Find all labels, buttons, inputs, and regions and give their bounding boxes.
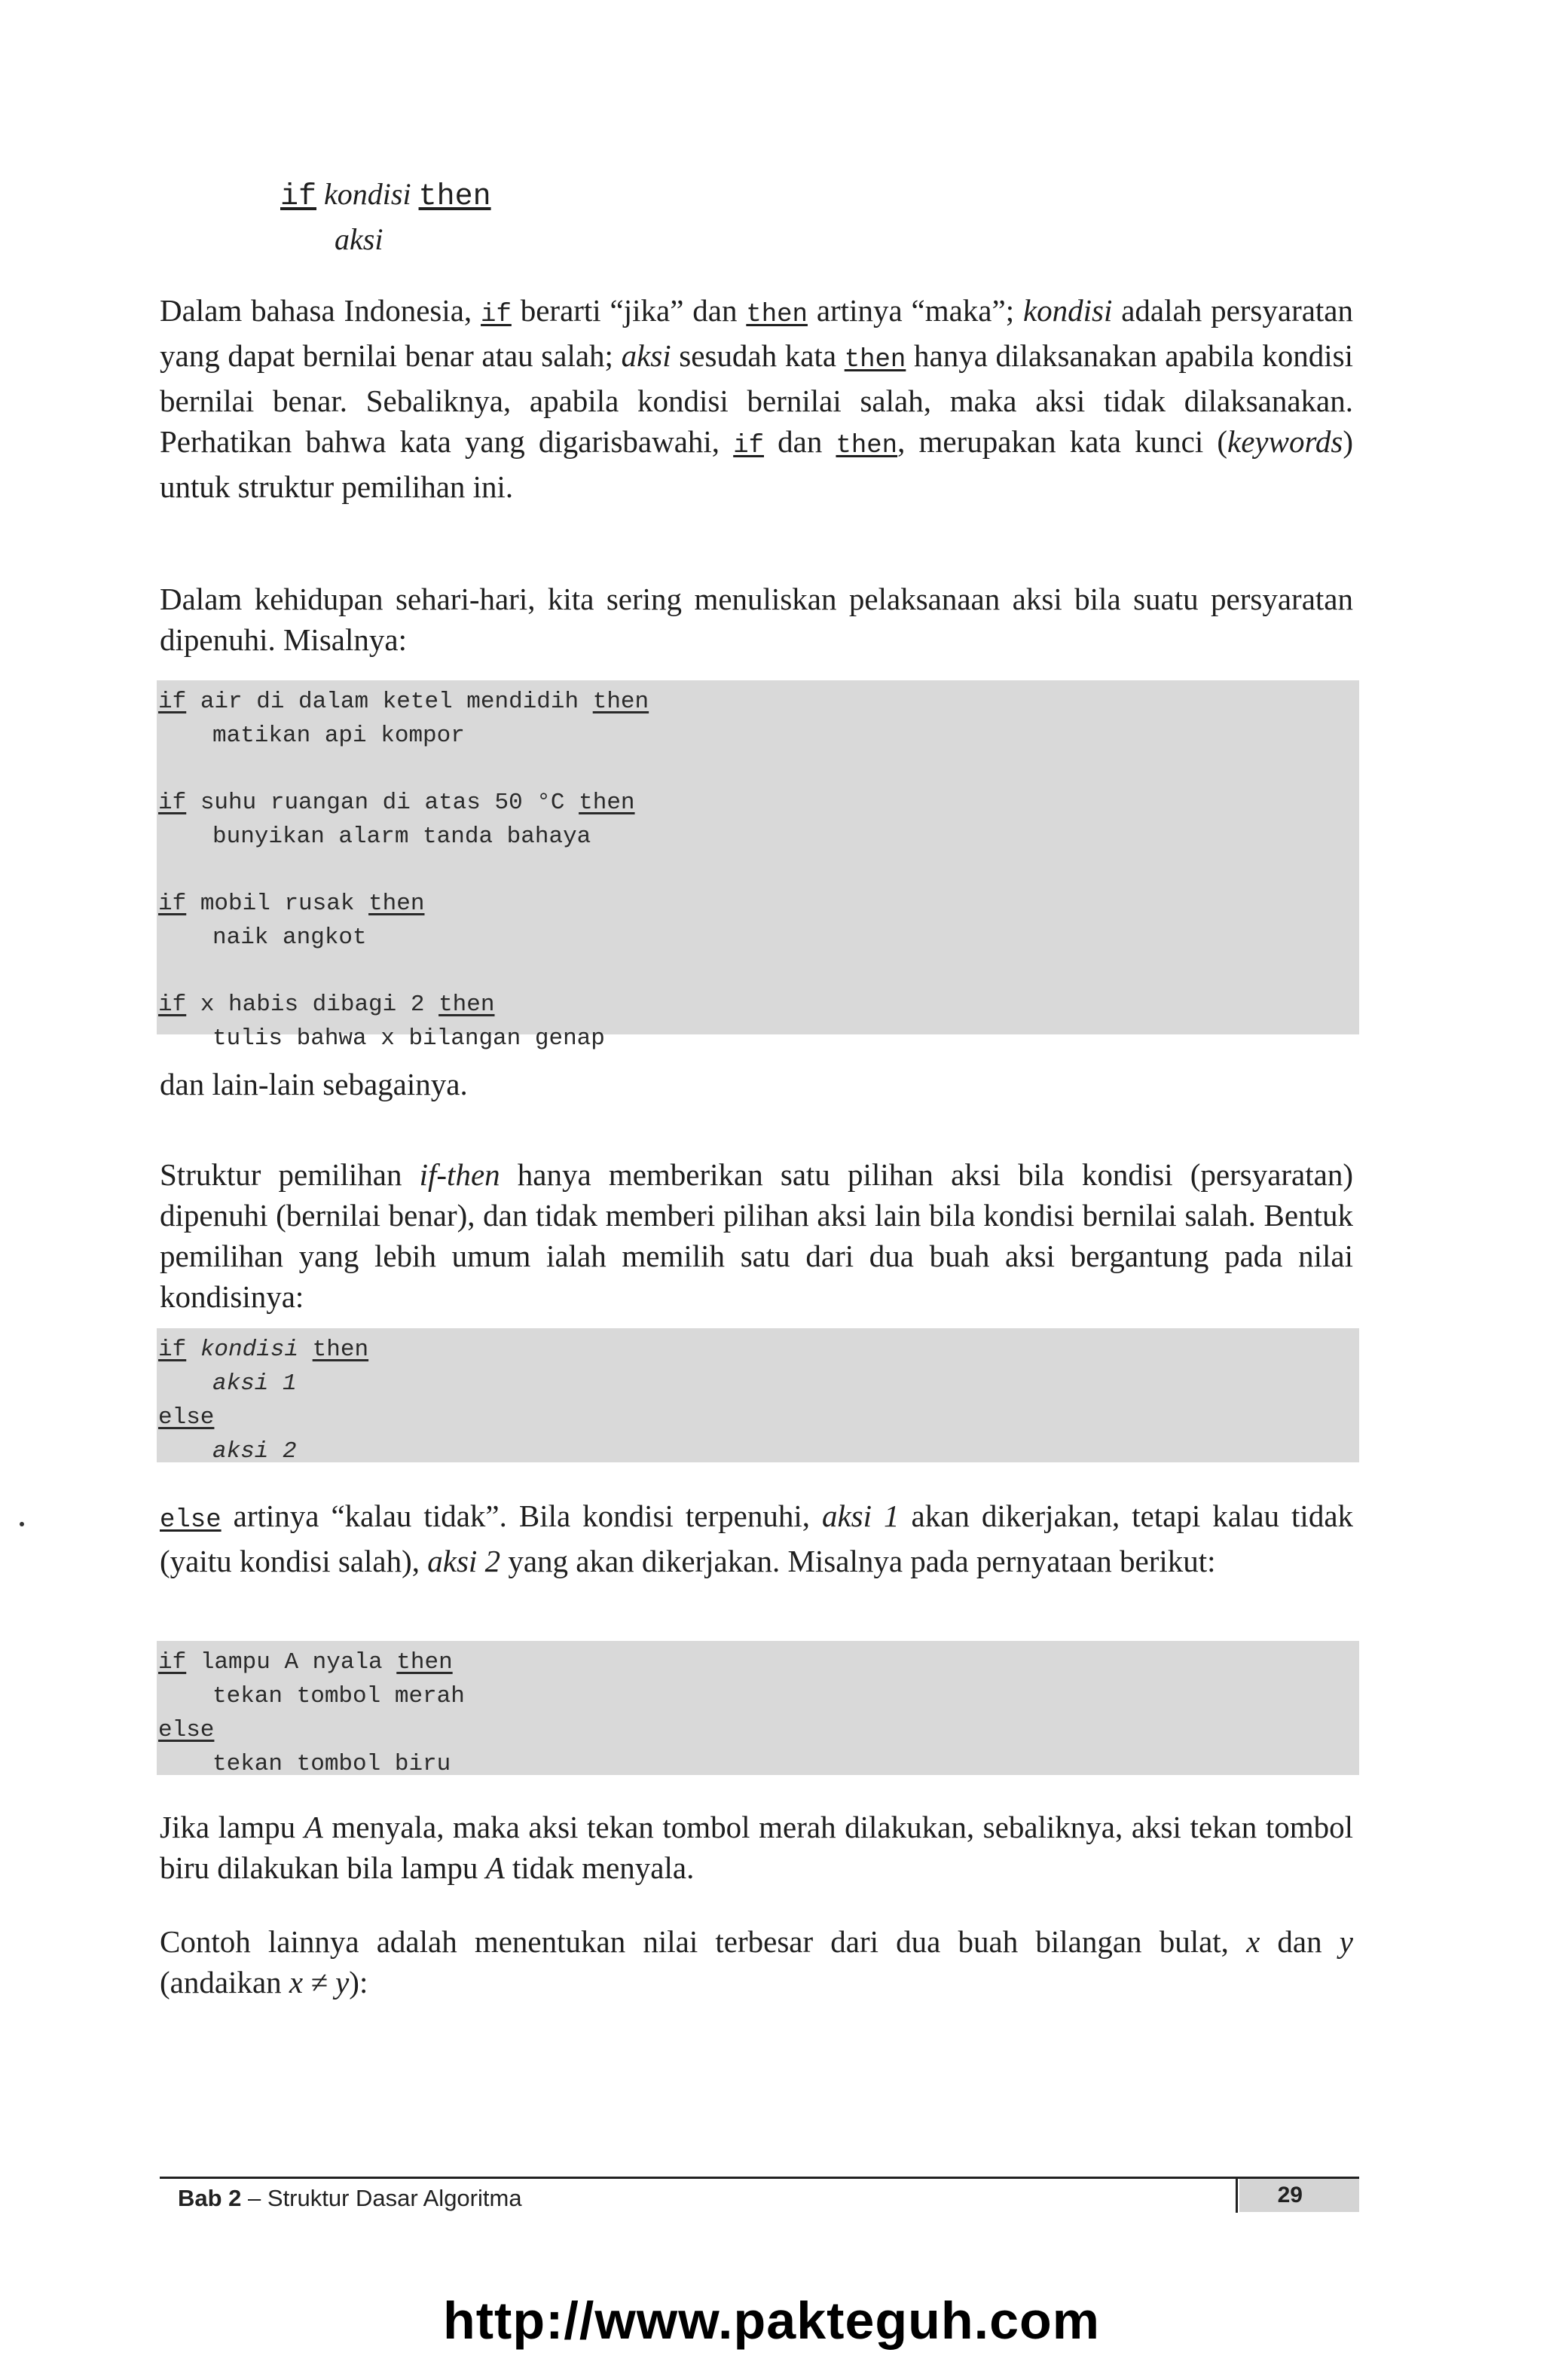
code-line: if mobil rusak then [158, 891, 425, 917]
then-keyword: then [418, 180, 491, 214]
paragraph-keywords-explanation: Dalam bahasa Indonesia, if berarti “jika” dan then artinya “maka”; kondisi adalah persyaratan yang dapat bernilai benar atau salah; aksi sesudah kata then hanya dilaksanakan apabila kondisi bernilai benar. Sebaliknya, apabila kondisi bernilai salah, maka aksi tidak dilaksanakan. Perhatikan bahwa kata yang digarisbawahi, if dan then, merupakan kata kunci (keywords) untuk struktur pemilihan ini. [160, 293, 1354, 504]
else-keyword: else [160, 1506, 222, 1535]
code-line: if air di dalam ketel mendidih then [158, 689, 649, 715]
then-keyword: then [836, 432, 898, 460]
code-line: matikan api kompor [212, 723, 465, 749]
footer-separator [1236, 2177, 1238, 2213]
paragraph-max-example: Contoh lainnya adalah menentukan nilai terbesar dari dua buah bilangan bulat, x dan y (andaikan x ≠ y): [160, 1924, 1353, 2000]
if-keyword: if [280, 180, 317, 214]
footer-rule [160, 2177, 1359, 2179]
code-line: if x habis dibagi 2 then [158, 991, 495, 1018]
page-number: 29 [1277, 2183, 1303, 2207]
paragraph-lampu-explanation: Jika lampu A menyala, maka aksi tekan tombol merah dilakukan, sebaliknya, aksi tekan tombol biru dilakukan bila lampu A tidak menyala. [160, 1810, 1353, 1885]
code-line: naik angkot [212, 924, 367, 951]
paragraph-daily-life: Dalam kehidupan sehari-hari, kita sering menuliskan pelaksanaan aksi bila suatu persyaratan dipenuhi. Misalnya: [160, 582, 1353, 657]
code-line: tulis bahwa x bilangan genap [212, 1025, 605, 1052]
kondisi-term: kondisi [324, 177, 411, 211]
code-lampu-example: if lampu A nyala then tekan tombol merah else tekan tombol biru [157, 1641, 1359, 1775]
then-keyword: then [844, 346, 906, 374]
code-line: if suhu ruangan di atas 50 °C then [158, 790, 635, 816]
paragraph-else-explanation: else artinya “kalau tidak”. Bila kondisi terpenuhi, aksi 1 akan dikerjakan, tetapi kalau tidak (yaitu kondisi salah), aksi 2 yang akan dikerjakan. Misalnya pada pernyataan berikut: [160, 1499, 1354, 1578]
code-examples-box [157, 680, 1359, 1052]
paragraph-etc: dan lain-lain sebagainya. [160, 1067, 468, 1101]
scan-speck [20, 1522, 24, 1526]
intro-if-then-form [280, 173, 491, 261]
if-keyword: if [481, 301, 512, 329]
if-keyword: if [733, 432, 764, 460]
watermark-url: http://www.pakteguh.com [442, 2291, 1101, 2350]
code-line: bunyikan alarm tanda bahaya [212, 823, 591, 850]
footer-chapter-title: Bab 2 – Struktur Dasar Algoritma [178, 2185, 522, 2211]
paragraph-if-then-else-intro: Struktur pemilihan if-then hanya memberikan satu pilihan aksi bila kondisi (persyaratan) dipenuhi (bernilai benar), dan tidak memberi pilihan aksi lain bila kondisi bernilai salah. Bentuk pemilihan yang lebih umum ialah memilih satu dari dua buah aksi bergantung pada nilai kondisinya: [160, 1157, 1353, 1314]
code-if-then-else-form: if kondisi then aksi 1 else aksi 2 [157, 1328, 1359, 1462]
then-keyword: then [746, 301, 808, 329]
aksi-term: aksi [335, 222, 383, 256]
